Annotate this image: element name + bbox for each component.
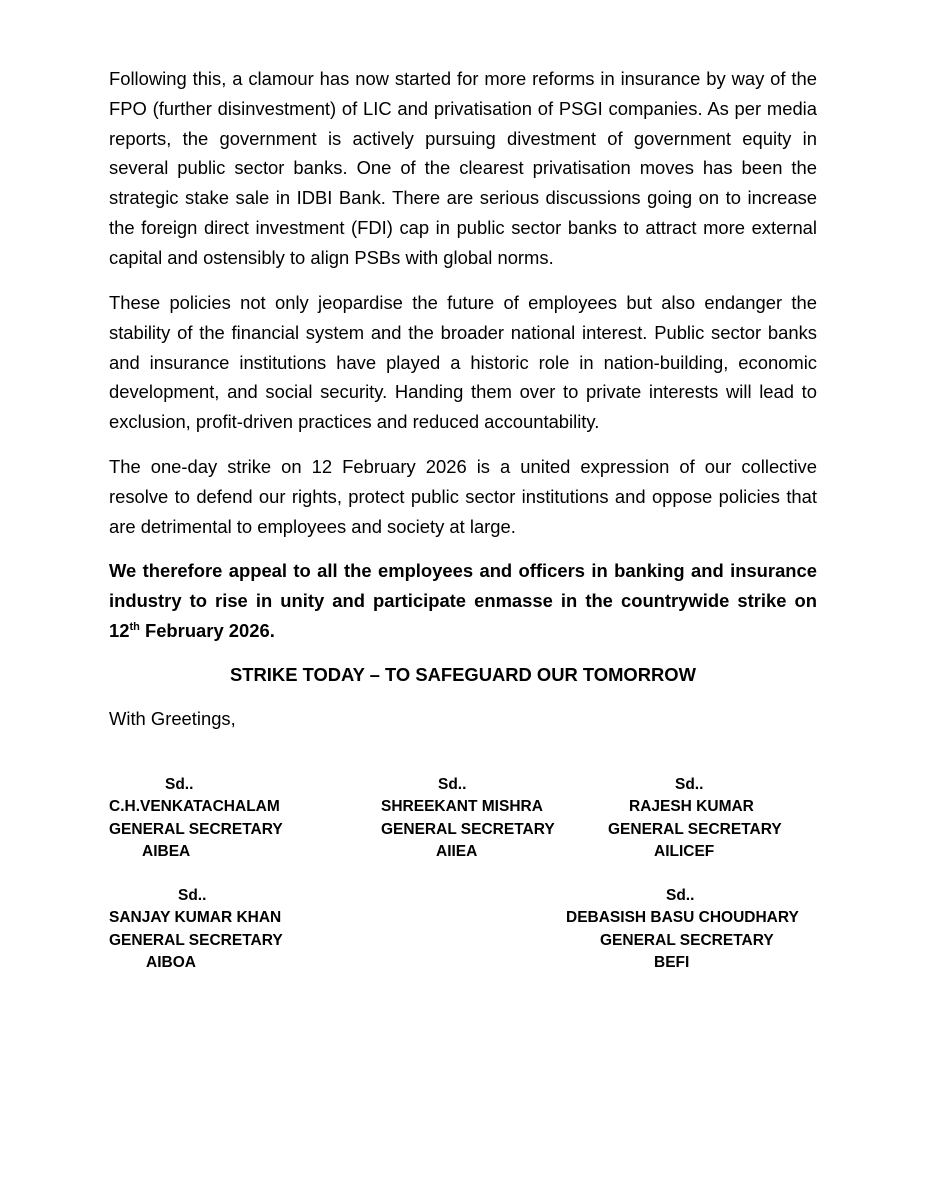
signatory-aiboa xyxy=(109,885,283,974)
signatory-org: AIBEA xyxy=(142,842,191,860)
signatory-name: DEBASISH BASU CHOUDHARY xyxy=(566,909,799,927)
signatory-title: GENERAL SECRETARY xyxy=(600,931,774,949)
signatory-aiiea xyxy=(381,774,555,863)
signatory-sd: Sd.. xyxy=(178,887,207,904)
signatory-org: AILICEF xyxy=(654,842,715,860)
appeal-superscript: th xyxy=(129,620,140,633)
signatory-org: BEFI xyxy=(654,953,690,971)
signatory-befi xyxy=(566,885,799,974)
greeting: With Greetings, xyxy=(109,708,236,729)
slogan: STRIKE TODAY – TO SAFEGUARD OUR TOMORROW xyxy=(230,664,696,685)
signatory-sd: Sd.. xyxy=(666,887,695,904)
signatory-title: GENERAL SECRETARY xyxy=(109,820,283,838)
paragraph-policies: These policies not only jeopardise the future of employees but also endanger the stability of the financial system and the broader national interest. Public sector banks and insurance institutions have played a historic role in nation-building, economic development, and social security. Handing them over to private interests will lead to exclusion, profit-driven practices and reduced accountability. xyxy=(109,292,817,433)
appeal-tail: February 2026. xyxy=(139,619,275,641)
signatory-name: SHREEKANT MISHRA xyxy=(381,798,543,816)
signatory-title: GENERAL SECRETARY xyxy=(381,820,555,838)
paragraph-appeal xyxy=(109,556,817,645)
signatory-sd: Sd.. xyxy=(165,776,194,793)
paragraph-strike: The one-day strike on 12 February 2026 is a united expression of our collective resolve to defend our rights, protect public sector institutions and oppose policies that are detrimental to employees and society at large. xyxy=(109,456,817,537)
signatory-name: SANJAY KUMAR KHAN xyxy=(109,909,282,927)
signatory-org: AIIEA xyxy=(436,842,478,860)
signatory-aibea xyxy=(109,774,283,863)
signatory-org: AIBOA xyxy=(146,953,196,971)
signatory-name: C.H.VENKATACHALAM xyxy=(109,798,280,816)
signatory-sd: Sd.. xyxy=(675,776,704,793)
paragraph-privatisation: Following this, a clamour has now started for more reforms in insurance by way of the FPO (further disinvestment) of LIC and privatisation of PSGI companies. As per media reports, the government is actively pursuing divestment of government equity in several public sector banks. One of the clearest privatisation moves has been the strategic stake sale in IDBI Bank. There are serious discussions going on to increase the foreign direct investment (FDI) cap in public sector banks to attract more external capital and ostensibly to align PSBs with global norms. xyxy=(109,68,817,268)
signatory-title: GENERAL SECRETARY xyxy=(608,820,782,838)
appeal-text: We therefore appeal to all the employees and officers in banking and insurance industry to rise in unity and participate enmasse in the countrywide strike on 12 xyxy=(109,560,817,641)
signatory-ailicef xyxy=(608,774,782,863)
signatory-sd: Sd.. xyxy=(438,776,467,793)
signatory-title: GENERAL SECRETARY xyxy=(109,931,283,949)
signatory-name: RAJESH KUMAR xyxy=(629,798,754,816)
